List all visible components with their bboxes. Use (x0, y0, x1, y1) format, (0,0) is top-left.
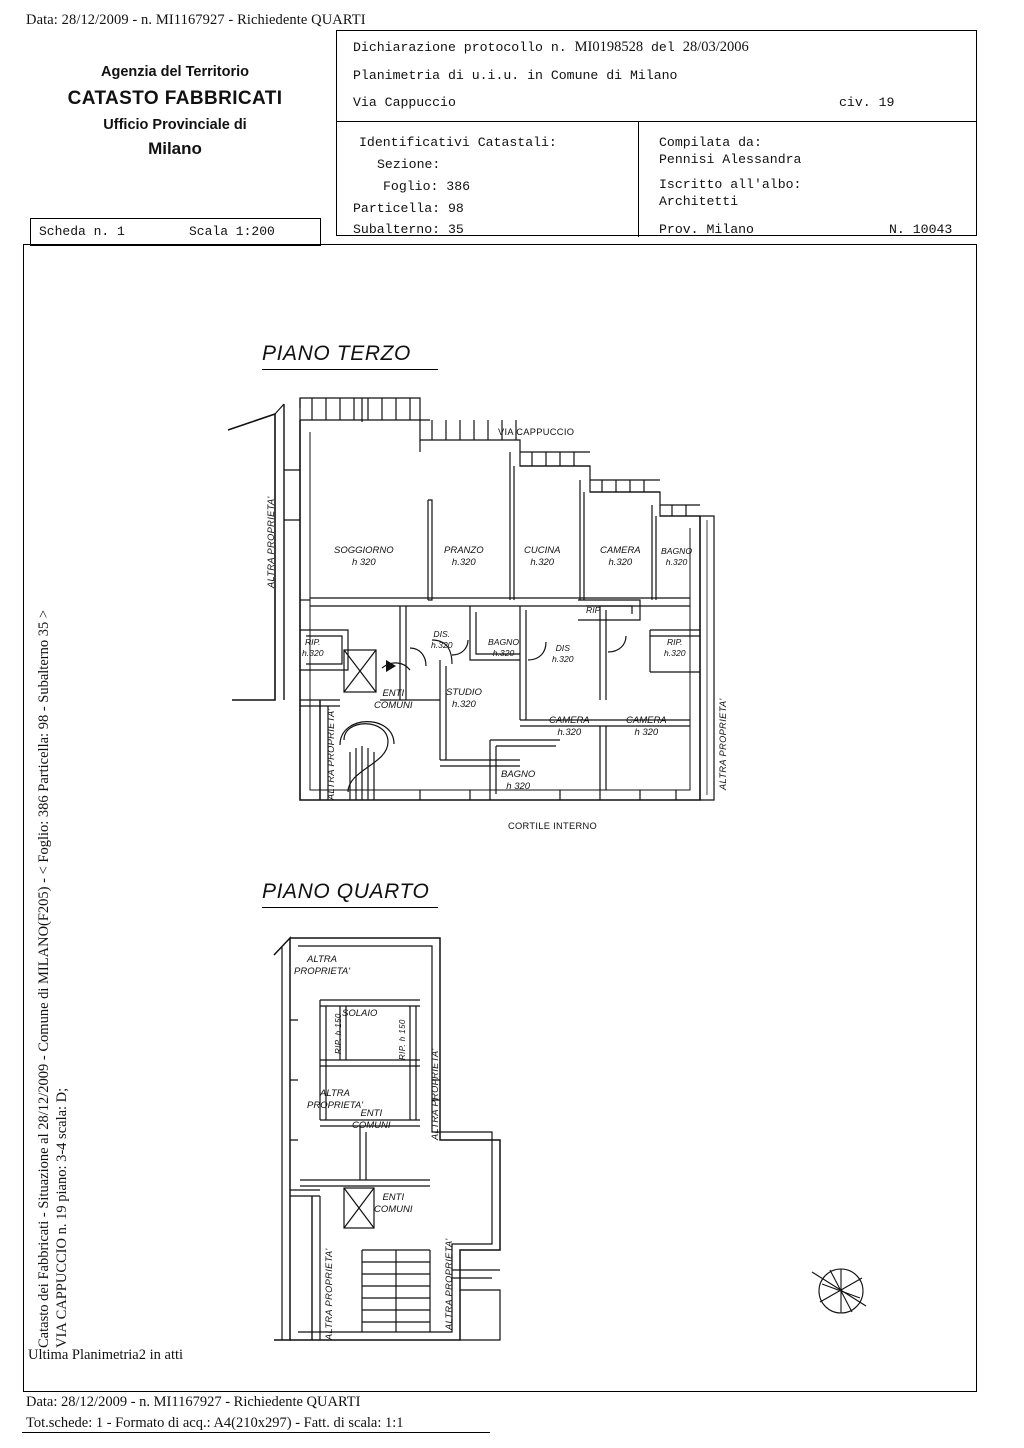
room-enti-comuni-fourth-2: ENTI COMUNI (374, 1192, 413, 1215)
protocol-number: MI0198528 (574, 39, 644, 55)
last-planimetry-note: Ultima Planimetria2 in atti (28, 1347, 184, 1363)
compiled-by-label: Compilata da: (659, 135, 762, 150)
side-text-line-2: VIA CAPPUCCIO n. 19 piano: 3-4 scala: D; (54, 1087, 70, 1348)
room-rip-right: RIP. h.320 (664, 637, 686, 658)
street-label-third: VIA CAPPUCCIO (498, 427, 575, 437)
planimetry-line: Planimetria di u.i.u. in Comune di Milano (353, 68, 678, 83)
subalterno-value: Subalterno: 35 (353, 222, 464, 237)
other-property-label-fourth-right: ALTRA PROPRIETA' (430, 1048, 440, 1140)
particella-value: Particella: 98 (353, 201, 464, 216)
room-studio: STUDIO h.320 (446, 687, 482, 710)
room-bagno-2: BAGNO h.320 (488, 637, 520, 658)
sezione-value: Sezione: (377, 157, 441, 172)
footer-totals-line: Tot.schede: 1 - Formato di acq.: A4(210x297) - Fatt. di scala: 1:1 (26, 1415, 404, 1431)
room-soggiorno: SOGGIORNO h 320 (334, 545, 394, 568)
room-rip-fourth-right: RIP. h 150 (398, 1019, 407, 1060)
top-data-line: Data: 28/12/2009 - n. MI1167927 - Richiedente QUARTI (26, 12, 366, 28)
agency-line-4: Milano (148, 138, 202, 158)
registry-label: Iscritto all'albo: (659, 177, 802, 192)
protocol-label: Dichiarazione protocollo n. (353, 40, 567, 55)
other-property-label-left: ALTRA PROPRIETA' (266, 496, 276, 588)
floor-title-third-text: PIANO TERZO (262, 342, 411, 365)
other-property-label-lower-left: ALTRA PROPRIETA' (326, 708, 336, 800)
compiled-by-name: Pennisi Alessandra (659, 152, 802, 167)
registry-number: N. 10043 (889, 222, 953, 237)
sheet-number: Scheda n. 1 (39, 224, 125, 239)
room-camera-1: CAMERA h.320 (600, 545, 641, 568)
footer-data-line: Data: 28/12/2009 - n. MI1167927 - Richiedente QUARTI (26, 1394, 361, 1410)
room-cucina: CUCINA h.320 (524, 545, 561, 568)
floor-title-fourth-text: PIANO QUARTO (262, 880, 430, 903)
room-enti-comuni-fourth-1: ENTI COMUNI (352, 1108, 391, 1131)
room-rip-top: RIP (586, 605, 601, 615)
room-camera-2: CAMERA h.320 (549, 715, 590, 738)
street-name: Via Cappuccio (353, 95, 456, 110)
other-property-label-right: ALTRA PROPRIETA' (718, 698, 728, 790)
agency-line-1: Agenzia del Territorio (101, 64, 249, 80)
room-dis-2: DIS h.320 (552, 643, 574, 664)
room-enti-comuni-third: ENTI COMUNI (374, 688, 413, 711)
other-property-label-fourth-left: ALTRA PROPRIETA' (324, 1248, 334, 1340)
identifiers-title: Identificativi Catastali: (359, 135, 557, 150)
civic-number: civ. 19 (839, 95, 895, 110)
room-rip-left: RIP. h.320 (302, 637, 324, 658)
room-bagno-3: BAGNO h 320 (501, 769, 536, 792)
agency-line-2: CATASTO FABBRICATI (67, 88, 283, 110)
registry-value: Architetti (659, 194, 739, 209)
protocol-del: del (651, 40, 675, 55)
sheet-scale: Scala 1:200 (189, 224, 275, 239)
room-pranzo: PRANZO h.320 (444, 545, 484, 568)
room-altra-proprieta-fourth-2: ALTRA PROPRIETA' (307, 1088, 364, 1111)
courtyard-label-third: CORTILE INTERNO (508, 821, 598, 831)
footer-rule (22, 1432, 490, 1433)
agency-line-3: Ufficio Provinciale di (103, 116, 247, 133)
room-bagno-1: BAGNO h.320 (661, 546, 693, 567)
room-camera-3: CAMERA h 320 (626, 715, 667, 738)
province-value: Prov. Milano (659, 222, 754, 237)
room-altra-proprieta-fourth-1: ALTRA PROPRIETA' (294, 954, 351, 977)
other-property-label-fourth-lower: ALTRA PROPRIETA' (444, 1238, 454, 1330)
foglio-value: Foglio: 386 (383, 179, 471, 194)
room-rip-fourth-left: RIP. h 150 (334, 1013, 343, 1054)
room-solaio: SOLAIO (342, 1008, 378, 1019)
side-text-part-a: Catasto dei Fabbricati - Situazione al 28/12/2009 - Comune di MILANO(F205) - (36, 878, 52, 1348)
protocol-date: 28/03/2006 (682, 39, 749, 55)
room-dis-1: DIS. h.320 (431, 629, 453, 650)
side-text-part-b: < Foglio: 386 Particella: 98 - Subalterno 35 > (36, 609, 52, 875)
